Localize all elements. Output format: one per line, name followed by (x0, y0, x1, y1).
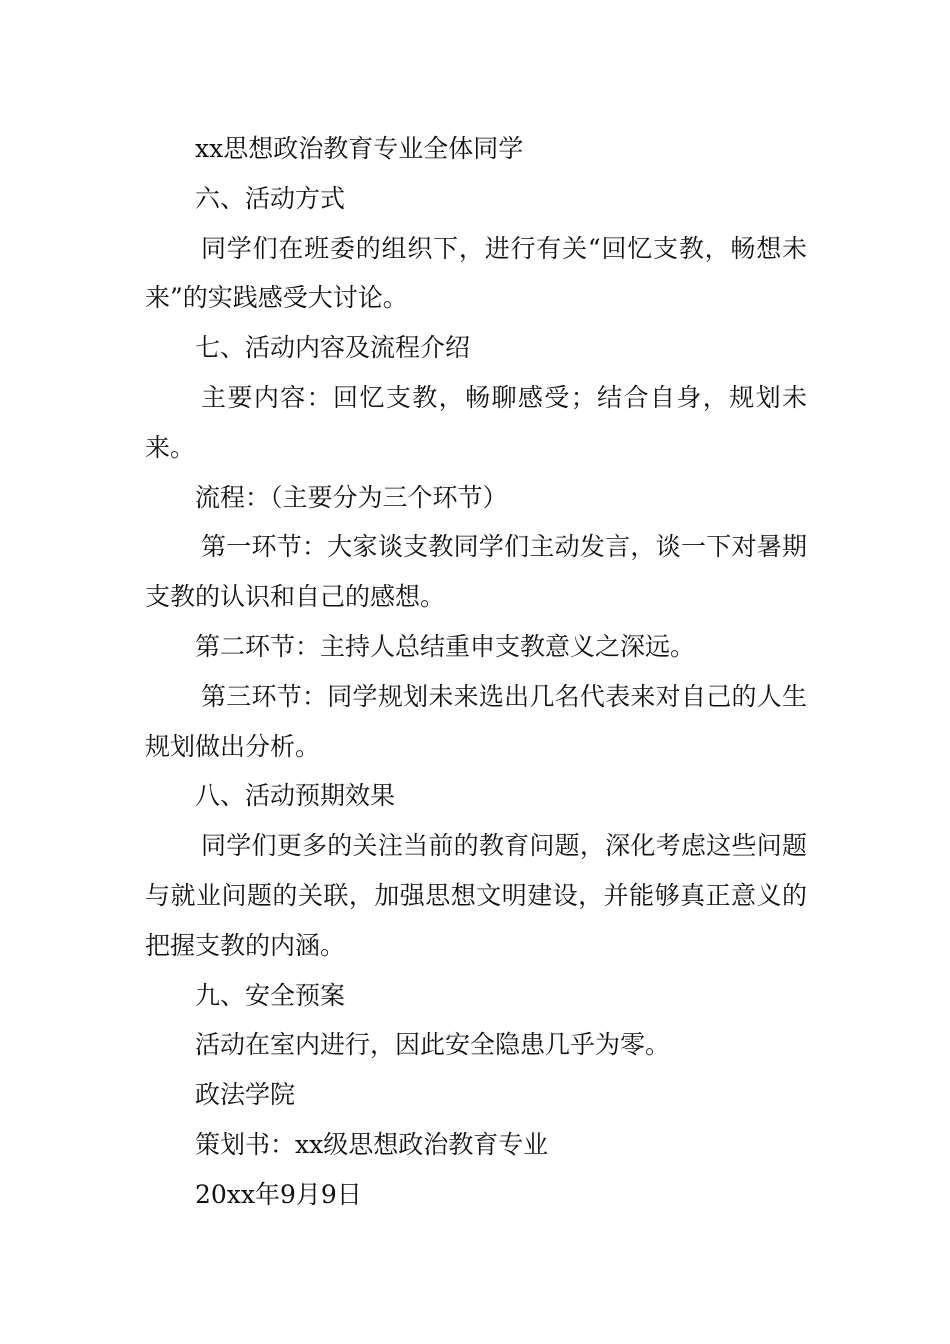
planner-line: 策划书：xx级思想政治教育专业 (195, 1129, 549, 1159)
stage-three-paragraph: 第三环节：同学规划未来选出几名代表来对自己的人生规划做出分析。 (145, 681, 807, 761)
stage-one-paragraph: 第一环节：大家谈支教同学们主动发言，谈一下对暑期支教的认识和自己的感想。 (145, 532, 807, 612)
section-heading-expected-effect: 八、活动预期效果 (195, 781, 396, 811)
safety-plan-paragraph: 活动在室内进行，因此安全隐患几乎为零。 (195, 1030, 671, 1060)
process-line: 流程：（主要分为三个环节） (195, 482, 508, 512)
activity-method-paragraph: 同学们在班委的组织下，进行有关“回忆支教，畅想未来”的实践感受大讨论。 (145, 233, 807, 313)
expected-effect-paragraph: 同学们更多的关注当前的教育问题，深化考虑这些问题与就业问题的关联，加强思想文明建设，并能够真正意义的把握支教的内涵。 (145, 831, 807, 960)
section-heading-safety-plan: 九、安全预案 (195, 980, 346, 1010)
participants-line: xx思想政治教育专业全体同学 (195, 134, 524, 163)
stage-two-paragraph: 第二环节：主持人总结重申支教意义之深远。 (195, 631, 696, 661)
document-body (145, 124, 807, 1220)
organizer-name: 政法学院 (195, 1080, 296, 1110)
main-content-paragraph: 主要内容：回忆支教，畅聊感受；结合自身，规划未来。 (145, 382, 807, 462)
section-heading-activity-method: 六、活动方式 (195, 183, 346, 213)
section-heading-activity-content: 七、活动内容及流程介绍 (195, 333, 471, 363)
document-date: 20xx年9月9日 (195, 1179, 362, 1209)
